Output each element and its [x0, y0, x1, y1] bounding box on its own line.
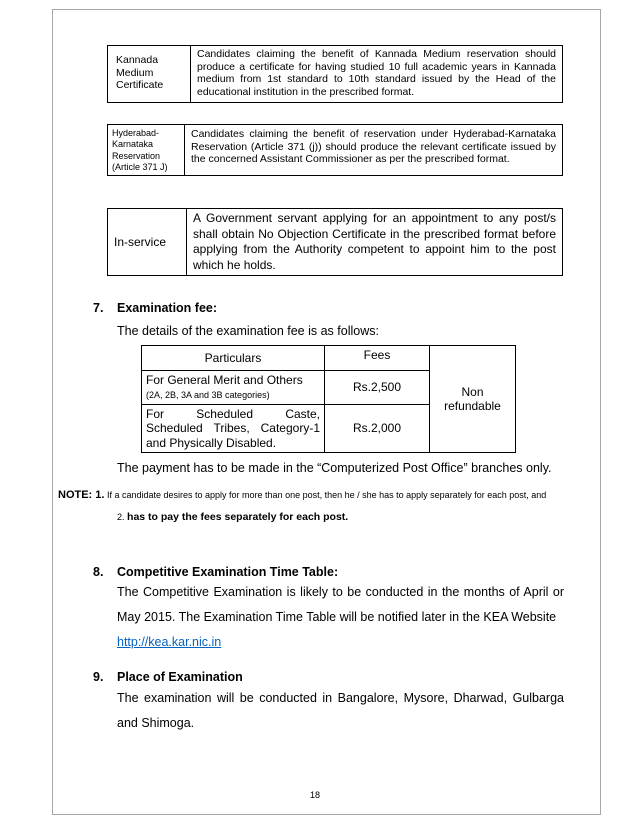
fee-amount: Rs.2,500	[325, 371, 430, 405]
note-text: If a candidate desires to apply for more than one post, then he / she has to apply separately for each post, and	[106, 490, 547, 500]
category-line: Hyderabad-	[112, 128, 160, 138]
fee-particulars	[142, 371, 325, 405]
kannada-medium-table	[107, 45, 563, 103]
section-8-text	[117, 580, 564, 655]
note-text: has to pay the fees separately for each post.	[127, 511, 349, 523]
category-cell	[108, 46, 191, 103]
fee-amount: Rs.2,000	[325, 404, 430, 452]
section-9-text: The examination will be conducted in Bangalore, Mysore, Dharwad, Gulbarga and Shimoga.	[117, 691, 564, 730]
fee-particulars: For Scheduled Caste, Scheduled Tribes, Category-1 and Physically Disabled.	[142, 404, 325, 452]
particulars-categories: (2A, 2B, 3A and 3B categories)	[146, 390, 270, 401]
kea-website-link[interactable]: http://kea.kar.nic.in	[117, 635, 222, 649]
category-line: Karnataka	[112, 139, 154, 150]
note-label: NOTE: 1.	[58, 489, 105, 501]
section-title: Place of Examination	[117, 670, 243, 684]
description-cell: Candidates claiming the benefit of reservation under Hyderabad-Karnataka Reservation (Article 371 (j)) should produce the relevant certificate issued by the concerned Assistant Commissioner as per the prescribed format.	[185, 125, 563, 176]
fee-header-fees: Fees	[325, 346, 430, 371]
category-line: Reservation	[112, 150, 161, 161]
note-line-1	[58, 489, 546, 501]
page-number: 18	[310, 790, 321, 800]
fee-remark: Non refundable	[430, 346, 516, 453]
category-cell	[108, 125, 185, 176]
category-line: Medium	[116, 66, 154, 79]
payment-note: The payment has to be made in the “Computerized Post Office” branches only.	[117, 461, 552, 475]
section-7-heading	[93, 301, 217, 315]
category-cell: In-service	[108, 209, 187, 276]
particulars-line	[146, 387, 320, 401]
hyderabad-karnataka-table	[107, 124, 563, 176]
fee-intro: The details of the examination fee is as follows:	[117, 324, 379, 338]
section-title: Competitive Examination Time Table:	[117, 565, 339, 579]
fee-table	[141, 345, 516, 453]
section-number: 9.	[93, 670, 104, 684]
note-line-2	[117, 511, 348, 523]
section-title: Examination fee:	[117, 301, 218, 315]
description-cell: Candidates claiming the benefit of Kannada Medium reservation should produce a certificate for having studied 10 full academic years in Kannada medium from 1st standard to 10th standard issued by the Head of the educational institution in the prescribed format.	[191, 46, 563, 103]
category-line: Kannada	[116, 54, 159, 66]
note-number: 2.	[117, 512, 125, 522]
section-9-heading	[93, 670, 243, 684]
section-8-body: The Competitive Examination is likely to be conducted in the months of April or May 2015. The Examination Time Table will be notified later in the KEA Website	[117, 585, 564, 624]
description-cell: A Government servant applying for an appointment to any post/s shall obtain No Objection Certificate in the prescribed format before applying from the Authority competent to appoint him to the post which he holds.	[187, 209, 563, 276]
category-line: (Article 371 J)	[112, 161, 168, 172]
in-service-table	[107, 208, 563, 276]
fee-header-particulars: Particulars	[142, 346, 325, 371]
category-line: Certificate	[116, 79, 164, 92]
particulars-line: For General Merit and Others	[146, 373, 303, 387]
section-8-heading	[93, 565, 338, 579]
section-number: 8.	[93, 565, 104, 579]
section-number: 7.	[93, 301, 104, 315]
